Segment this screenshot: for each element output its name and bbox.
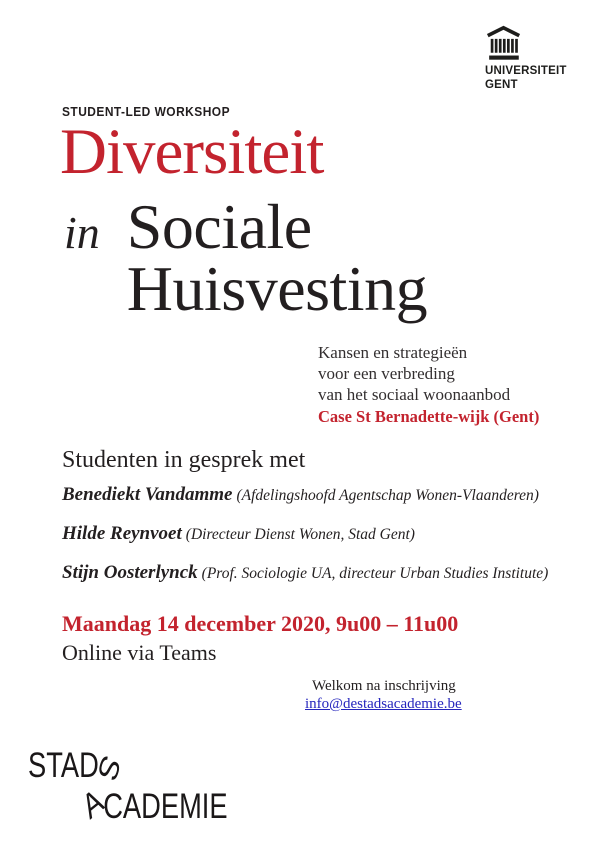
speaker-name: Stijn Oosterlynck bbox=[62, 562, 198, 583]
stadsacademie-logo-line2 bbox=[77, 781, 228, 827]
ugent-logo-line1: UNIVERSITEIT bbox=[485, 65, 567, 77]
stadsacademie-rotated-s: S bbox=[91, 749, 127, 787]
title-connector: in bbox=[64, 207, 100, 258]
stadsacademie-cademie-text: CADEMIE bbox=[103, 787, 228, 826]
event-location: Online via Teams bbox=[62, 640, 217, 665]
title-line-huisvesting: Huisvesting bbox=[126, 253, 428, 324]
speaker-name: Benediekt Vandamme bbox=[62, 484, 233, 505]
event-datetime: Maandag 14 december 2020, 9u00 – 11u00 bbox=[62, 611, 459, 636]
speaker-role: (Afdelingshoofd Agentschap Wonen-Vlaanderen) bbox=[236, 487, 539, 504]
speaker-item bbox=[62, 484, 548, 506]
registration-email-link[interactable]: info@destadsacademie.be bbox=[305, 696, 462, 712]
subtitle-line: van het sociaal woonaanbod bbox=[318, 385, 511, 404]
stadsacademie-rotated-a: A bbox=[77, 781, 109, 827]
ugent-temple-icon bbox=[485, 25, 585, 62]
speaker-item bbox=[62, 523, 548, 545]
ugent-logo-line2: GENT bbox=[485, 78, 518, 91]
stadsacademie-stad-text: STAD bbox=[28, 746, 99, 785]
subtitle-block bbox=[318, 342, 539, 427]
title-black-lines bbox=[126, 191, 428, 324]
workshop-kicker: STUDENT-LED WORKSHOP bbox=[62, 104, 231, 119]
registration-block bbox=[305, 677, 462, 713]
title-line-sociale: Sociale bbox=[126, 191, 312, 262]
speaker-role: (Prof. Sociologie UA, directeur Urban Studies Institute) bbox=[201, 565, 549, 582]
ugent-logo-text bbox=[485, 65, 585, 92]
title-diversiteit: Diversiteit bbox=[60, 116, 324, 188]
speakers-list bbox=[62, 484, 548, 601]
speaker-role: (Directeur Dienst Wonen, Stad Gent) bbox=[185, 526, 415, 543]
subtitle-line: Kansen en strategieën bbox=[318, 343, 468, 362]
ugent-logo bbox=[485, 25, 585, 92]
registration-note: Welkom na inschrijving bbox=[312, 678, 456, 694]
speaker-name: Hilde Reynvoet bbox=[62, 523, 182, 544]
speakers-intro: Studenten in gesprek met bbox=[62, 447, 306, 473]
subtitle-case-line: Case St Bernadette-wijk (Gent) bbox=[318, 407, 540, 426]
title-main bbox=[64, 191, 428, 324]
speaker-item bbox=[62, 562, 548, 584]
stadsacademie-logo-line1 bbox=[28, 746, 127, 787]
subtitle-line: voor een verbreding bbox=[318, 364, 455, 383]
